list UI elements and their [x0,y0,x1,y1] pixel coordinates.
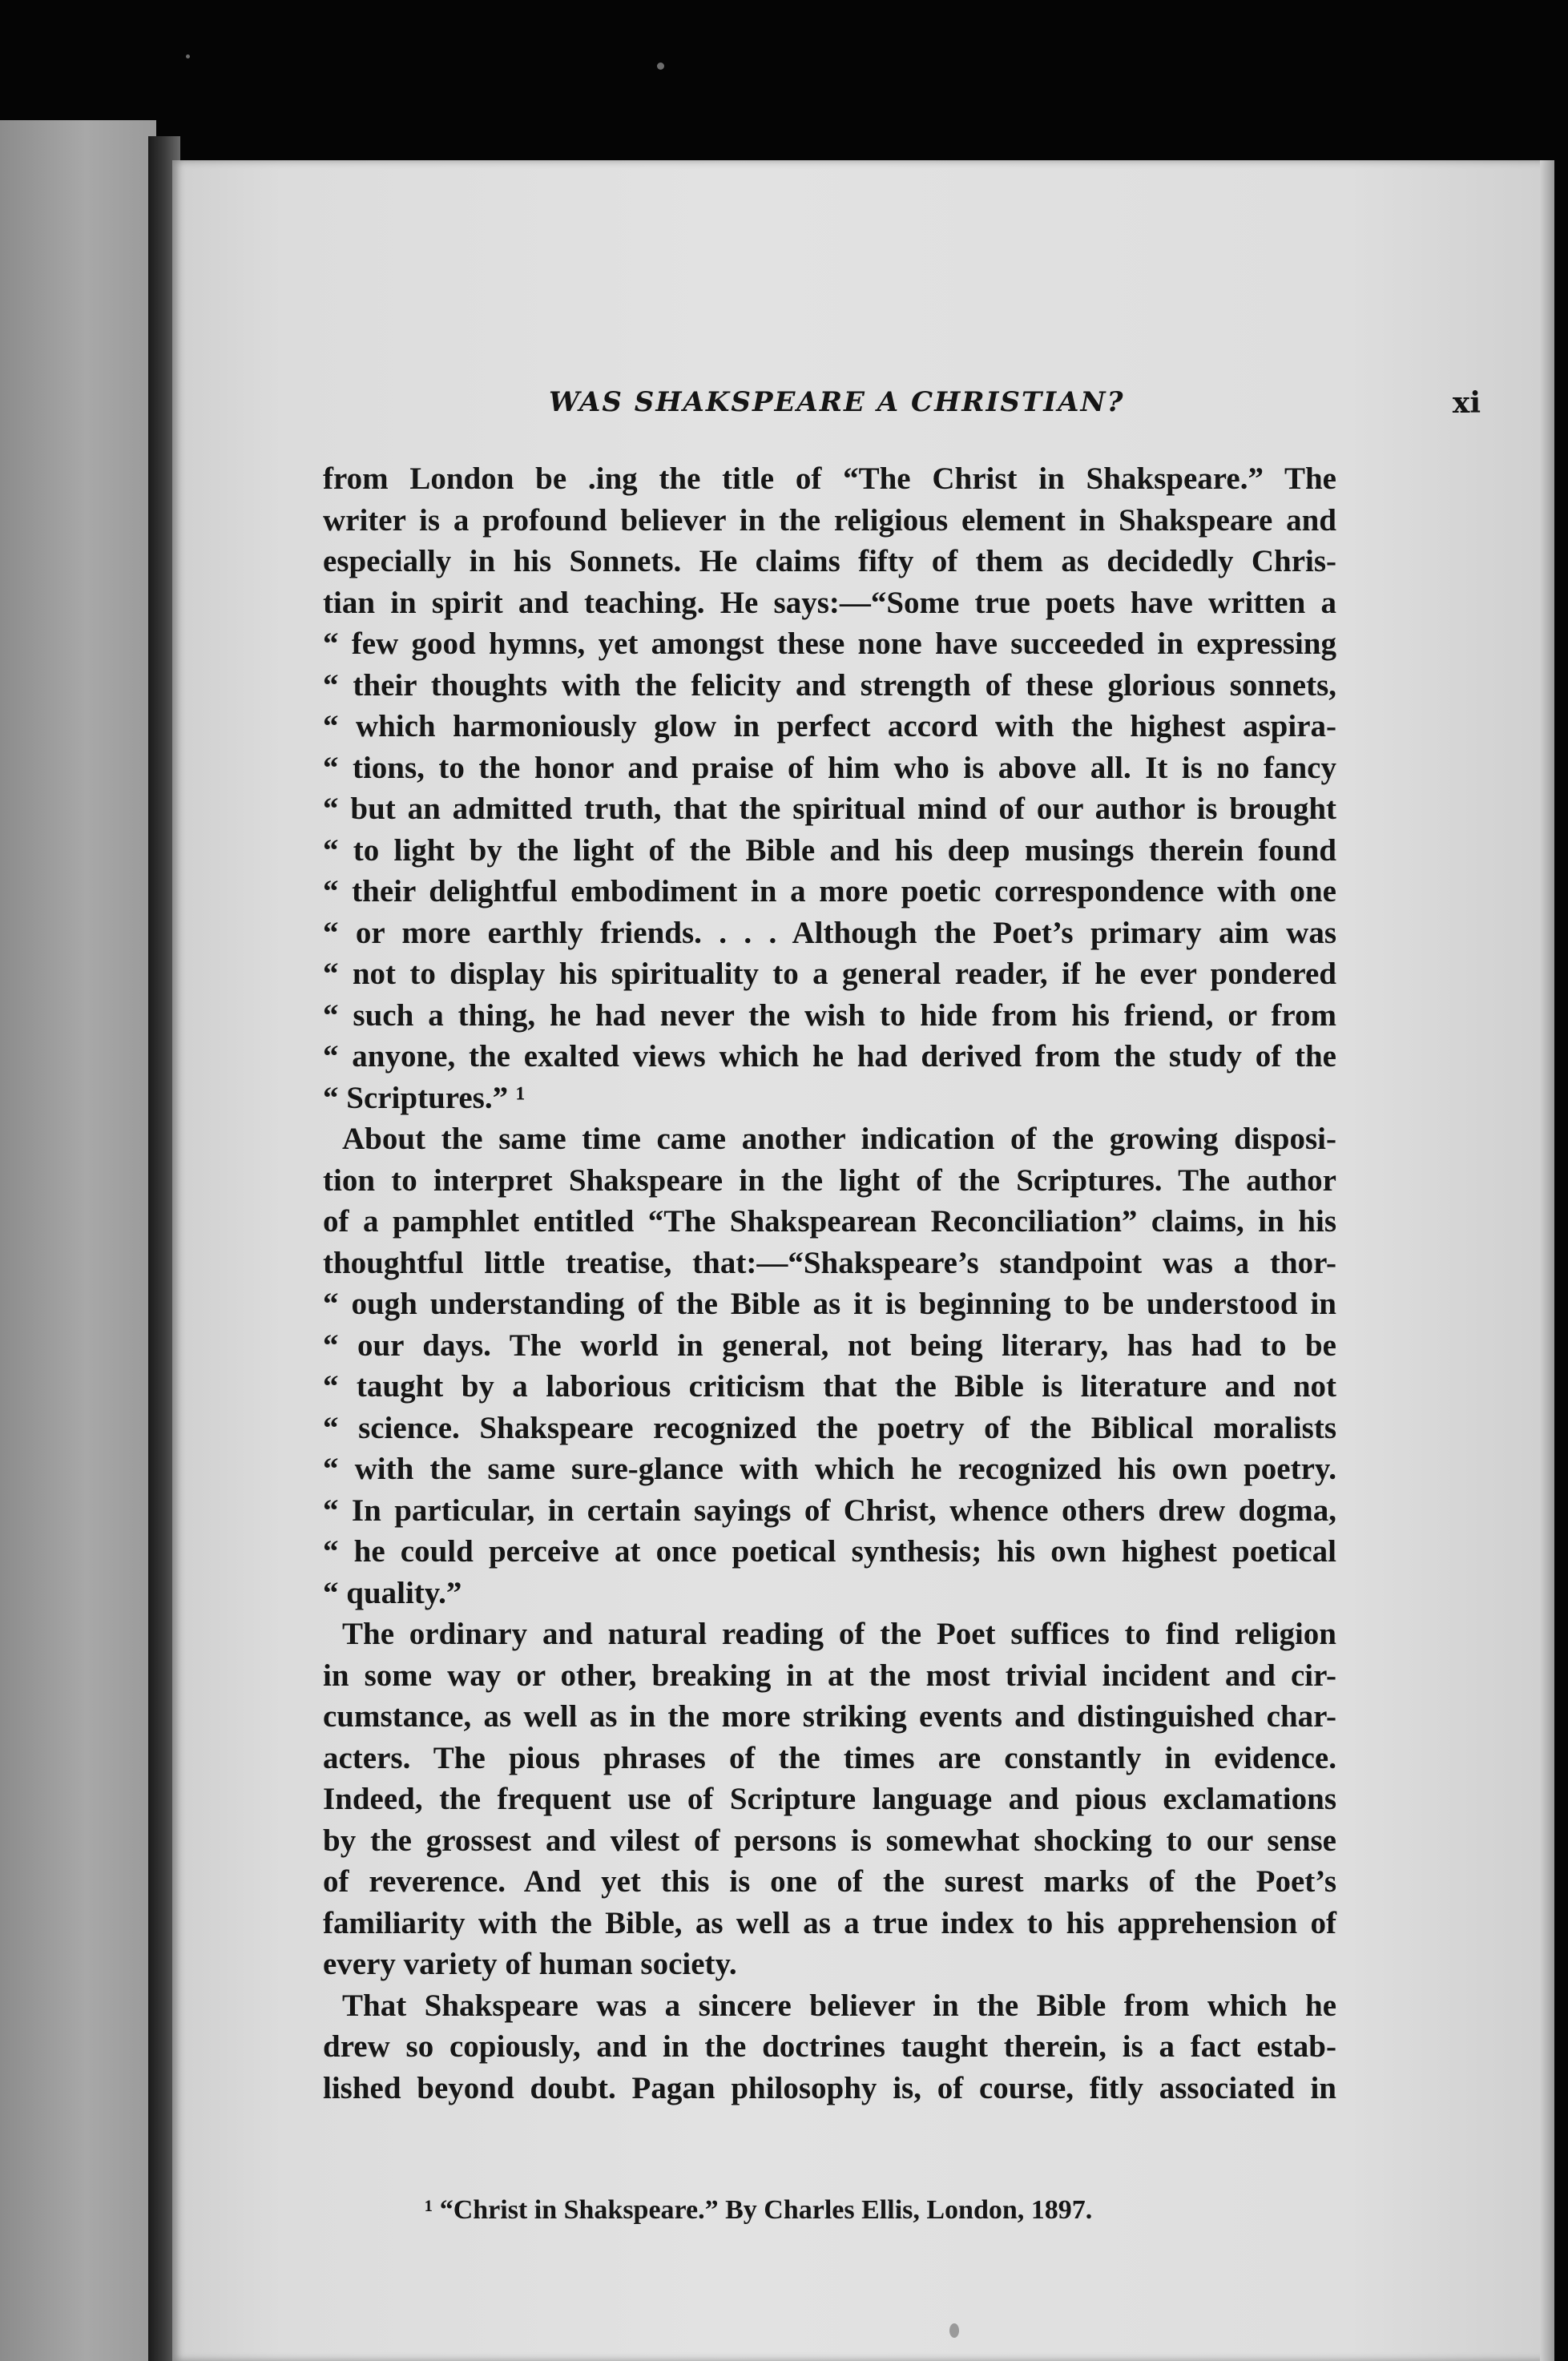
text-line: “ taught by a laborious criticism that the Bible is literature and not [323,1369,1336,1404]
text-line: “ he could perceive at once poetical synthesis; his own highest poetical [323,1534,1336,1569]
text-line: “ such a thing, he had never the wish to hide from his friend, or from [323,997,1336,1033]
text-line: “ their delightful embodiment in a more poetic correspondence with one [323,874,1336,909]
text-line: About the same time came another indication of the growing disposi- [342,1122,1336,1156]
text-line: “ few good hymns, yet amongst these none have succeeded in expressing [323,627,1336,661]
text-line: acters. The pious phrases of the times are constantly in evidence. [323,1740,1336,1775]
text-line: writer is a profound believer in the religious element in Shakspeare and [323,502,1336,538]
text-line: every variety of human society. [323,1947,737,1981]
text-line: “ which harmoniously glow in perfect accord with the highest aspira- [323,709,1336,743]
text-line: of reverence. And yet this is one of the surest marks of the Poet’s [323,1864,1336,1899]
text-line: from London be .ing the title of “The Christ in Shakspeare.” The [323,461,1336,496]
book-page [172,160,1554,2361]
running-head: WAS SHAKSPEARE A CHRISTIAN? [549,386,1125,418]
dust-speck [657,62,664,70]
text-line: “ or more earthly friends. . . . Although the Poet’s primary aim was [323,915,1336,950]
text-line: “ anyone, the exalted views which he had derived from the study of the [323,1039,1336,1074]
text-line: “ to light by the light of the Bible and his deep musings therein found [323,832,1336,868]
text-line: in some way or other, breaking in at the most trivial incident and cir- [323,1658,1336,1693]
text-line: of a pamphlet entitled “The Shakspearean Reconciliation” claims, in his [323,1204,1336,1239]
text-line: by the grossest and vilest of persons is somewhat shocking to our sense [323,1823,1336,1858]
text-line: “ not to display his spirituality to a general reader, if he ever pondered [323,957,1336,991]
dust-speck [949,2323,959,2338]
body-text [323,458,1336,2109]
text-line: The ordinary and natural reading of the Poet suffices to find religion [342,1617,1336,1651]
footnote: ¹ “Christ in Shakspeare.” By Charles Ellis, London, 1897. [425,2195,1093,2225]
text-line: “ In particular, in certain sayings of Christ, whence others drew dogma, [323,1493,1336,1528]
text-line: “ ough understanding of the Bible as it is beginning to be understood in [323,1287,1336,1321]
text-line: That Shakspeare was a sincere believer in the Bible from which he [342,1988,1336,2023]
text-line: “ science. Shakspeare recognized the poetry of the Biblical moralists [323,1410,1336,1445]
text-line: familiarity with the Bible, as well as a true index to his apprehension of [323,1905,1336,1940]
text-line: “ Scriptures.” ¹ [323,1080,526,1115]
page-number: xi [1452,386,1481,420]
text-line: “ but an admitted truth, that the spiritual mind of our author is brought [323,792,1336,826]
page-edge-shadow [1540,160,1554,2361]
dust-speck [186,54,190,58]
text-line: cumstance, as well as in the more striking events and distinguished char- [323,1699,1336,1734]
text-line: thoughtful little treatise, that:—“Shakspeare’s standpoint was a thor- [323,1245,1336,1280]
text-line: Indeed, the frequent use of Scripture language and pious exclamations [323,1782,1336,1816]
text-line: “ tions, to the honor and praise of him who is above all. It is no fancy [323,750,1336,785]
text-line: “ our days. The world in general, not being literary, has had to be [323,1328,1336,1363]
previous-page-edge [0,120,156,2361]
text-line: lished beyond doubt. Pagan philosophy is, of course, fitly associated in [323,2070,1336,2105]
text-line: tian in spirit and teaching. He says:—“Some true poets have written a [323,585,1336,620]
text-line: tion to interpret Shakspeare in the light of the Scriptures. The author [323,1162,1336,1198]
text-line: “ their thoughts with the felicity and strength of these glorious sonnets, [323,667,1336,703]
text-line: “ with the same sure-glance with which he recognized his own poetry. [323,1452,1336,1486]
text-line: especially in his Sonnets. He claims fifty of them as decidedly Chris- [323,544,1336,578]
text-line: “ quality.” [323,1575,462,1610]
text-line: drew so copiously, and in the doctrines taught therein, is a fact estab- [323,2029,1336,2064]
